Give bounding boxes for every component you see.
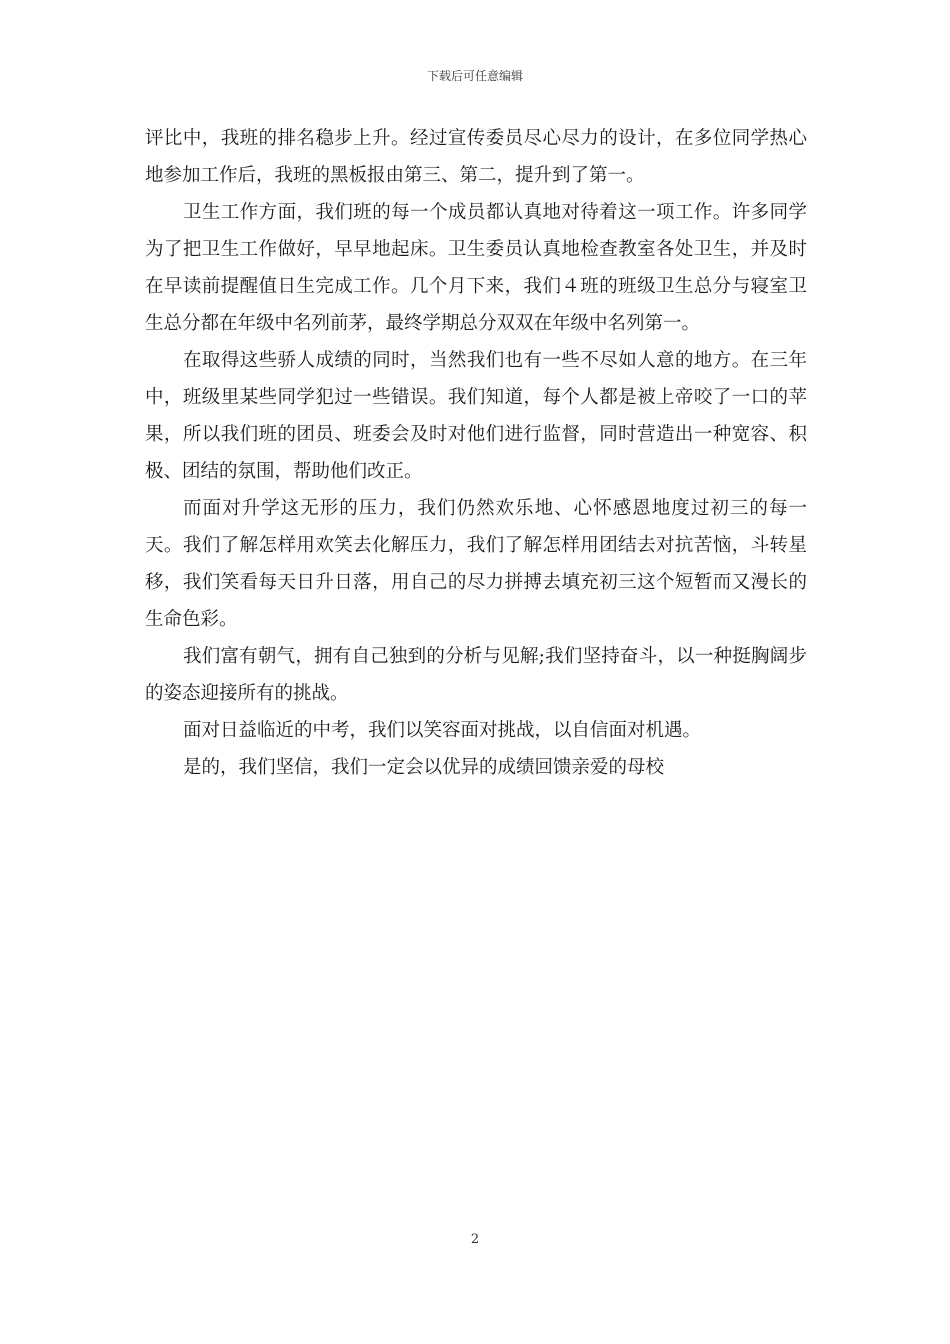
document-body [145,120,807,786]
paragraph: 面对日益临近的中考，我们以笑容面对挑战，以自信面对机遇。 [183,720,702,741]
paragraph: 评比中，我班的排名稳步上升。经过宣传委员尽心尽力的设计，在多位同学热心地参加工作后，我班的黑板报由第三、第二，提升到了第一。 [145,128,807,186]
paragraph: 我们富有朝气，拥有自己独到的分析与见解;我们坚持奋斗，以一种挺胸阔步的姿态迎接所有的挑战。 [145,646,807,704]
paragraph: 在取得这些骄人成绩的同时，当然我们也有一些不尽如人意的地方。在三年中，班级里某些同学犯过一些错误。我们知道，每个人都是被上帝咬了一口的苹果，所以我们班的团员、班委会及时对他们进行监督，同时营造出一种宽容、积极、团结的氛围，帮助他们改正。 [145,350,807,482]
page-number: 2 [470,1232,480,1247]
paragraph: 是的，我们坚信，我们一定会以优异的成绩回馈亲爱的母校 [183,757,665,778]
paragraph: 卫生工作方面，我们班的每一个成员都认真地对待着这一项工作。许多同学为了把卫生工作做好，早早地起床。卫生委员认真地检查教室各处卫生，并及时在早读前提醒值日生完成工作。几个月下来，我们４班的班级卫生总分与寝室卫生总分都在年级中名列前茅，最终学期总分双双在年级中名列第一。 [145,202,807,334]
paragraph: 而面对升学这无形的压力，我们仍然欢乐地、心怀感恩地度过初三的每一天。我们了解怎样用欢笑去化解压力，我们了解怎样用团结去对抗苦恼，斗转星移，我们笑看每天日升日落，用自己的尽力拼搏去填充初三这个短暂而又漫长的生命色彩。 [145,498,807,630]
page-header: 下载后可任意编辑 [426,69,523,83]
